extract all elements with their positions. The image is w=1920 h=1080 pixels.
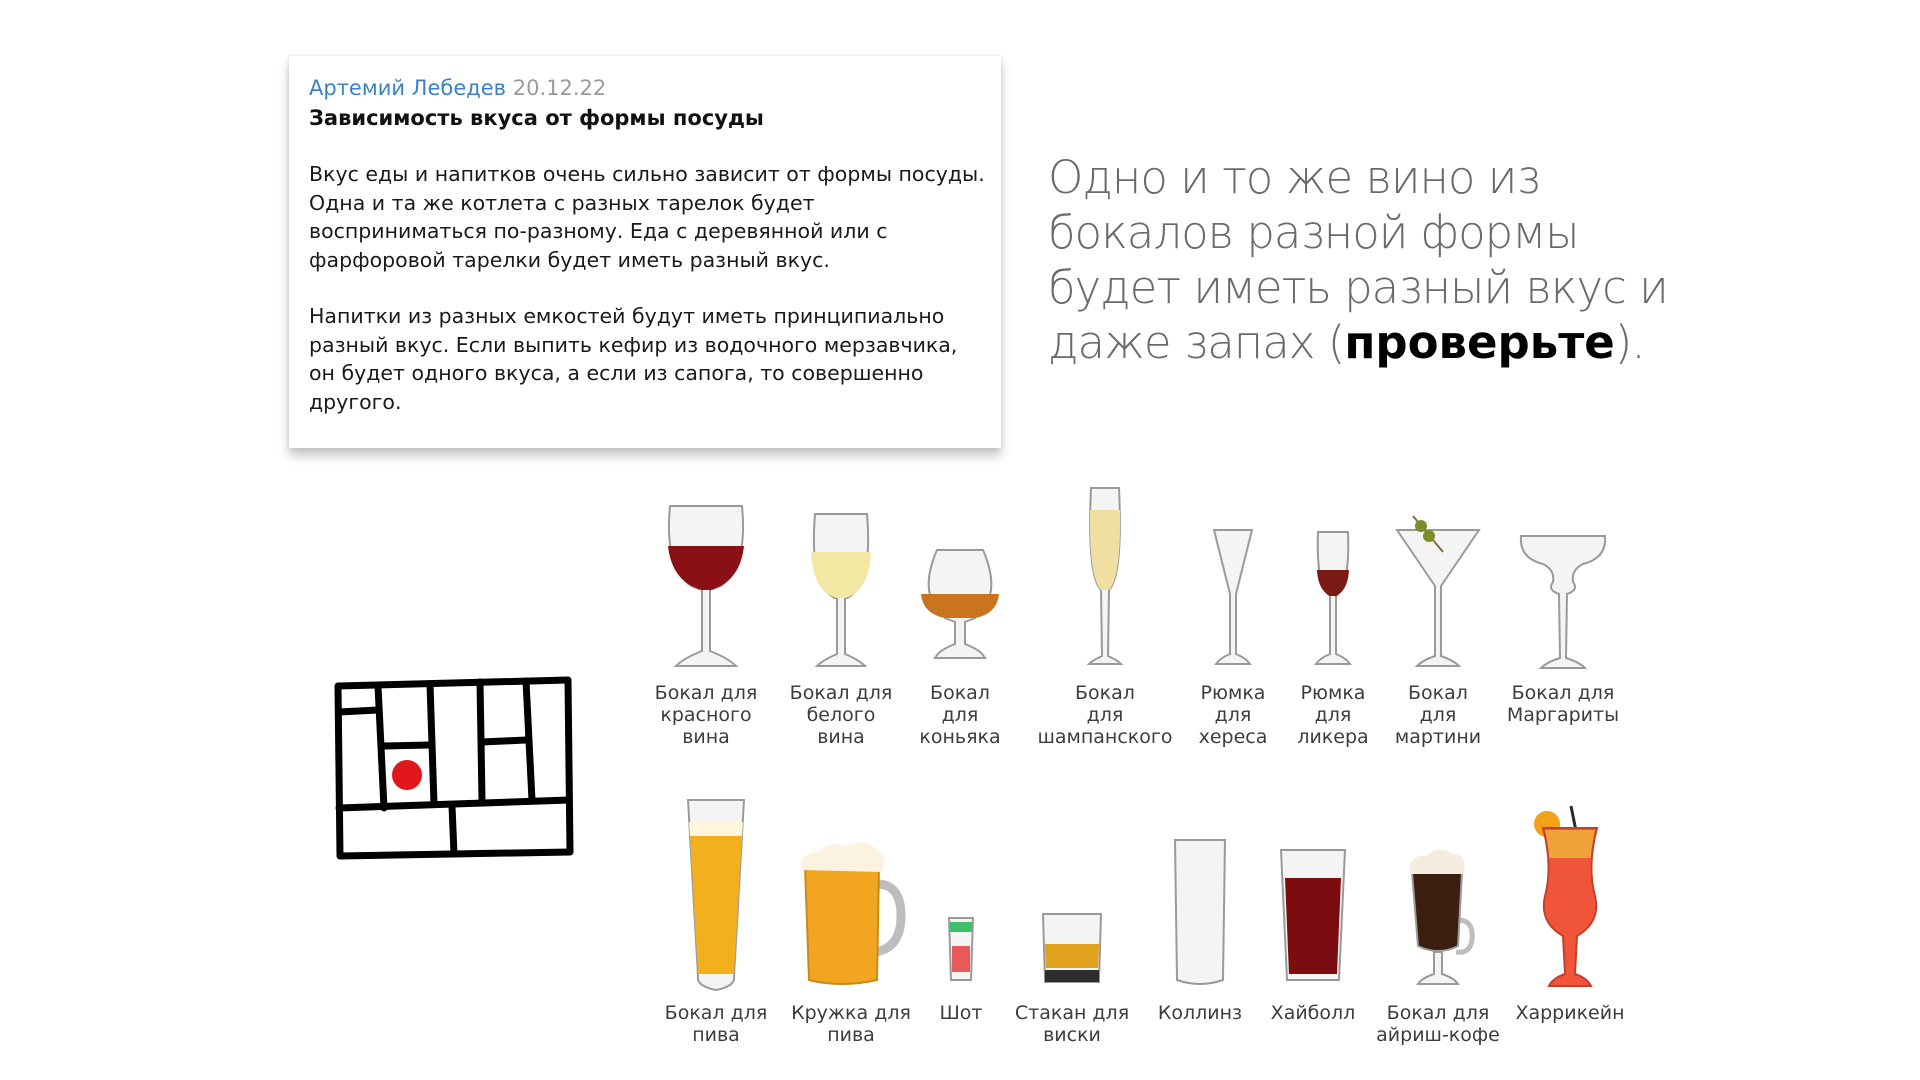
headline-emphasis: проверьте: [1344, 316, 1615, 369]
glass-item-whisky: [1007, 796, 1137, 1046]
headline-tail: ).: [1614, 316, 1645, 369]
cognac-glass-icon: [915, 486, 1005, 676]
glass-item-hurricane: [1510, 796, 1630, 1024]
glass-label: Рюмка для ликера: [1297, 682, 1369, 748]
glass-item-shot: [926, 796, 996, 1024]
glass-label: Бокал для шампанского: [1037, 682, 1173, 748]
glass-label: Харрикейн: [1515, 1002, 1625, 1024]
beer-mug-icon: [791, 796, 911, 996]
glass-label: Хайболл: [1270, 1002, 1356, 1024]
post-meta: [309, 74, 981, 102]
margarita-glass-icon: [1513, 486, 1613, 676]
shot-glass-icon: [941, 796, 981, 996]
champagne-glass-icon: [1075, 486, 1135, 676]
glass-item-red-wine: [646, 486, 766, 748]
collins-glass-icon: [1165, 796, 1235, 996]
glass-item-beer: [656, 796, 776, 1046]
glass-item-cognac: [905, 486, 1015, 748]
glass-item-margarita: [1501, 486, 1625, 726]
headline-text: Одно и то же вино из бокалов разной формы будет иметь разный вкус и даже запах (: [1048, 151, 1668, 369]
irish-coffee-glass-icon: [1398, 796, 1478, 996]
red-wine-glass-icon: [656, 486, 756, 676]
post-paragraph-2: Напитки из разных емкостей будут иметь принципиально разный вкус. Если выпить кефир из водочного мерзавчика, он будет одного вкуса, а если из сапога, то совершенно другого.: [309, 304, 958, 414]
glass-item-liqueur: [1283, 486, 1383, 748]
post-paragraph-1: Вкус еды и напитков очень сильно зависит от формы посуды. Одна и та же котлета с разных тарелок будет восприниматься по-разному. Еда с деревянной или с фарфоровой тарелки будет иметь разный вкус.: [309, 162, 985, 272]
post-card: [289, 56, 1001, 448]
glass-label: Бокал для белого вина: [789, 682, 893, 748]
whisky-glass-icon: [1037, 796, 1107, 996]
glass-item-sherry: [1183, 486, 1283, 748]
white-wine-glass-icon: [801, 486, 881, 676]
glass-label: Коллинз: [1157, 1002, 1243, 1024]
martini-glass-icon: [1393, 486, 1483, 676]
glass-label: Бокал для Маргариты: [1506, 682, 1620, 726]
glass-item-irish-coffee: [1368, 796, 1508, 1046]
highball-glass-icon: [1273, 796, 1353, 996]
glass-label: Бокал для коньяка: [919, 682, 1001, 748]
glass-item-champagne: [1030, 486, 1180, 748]
post-author[interactable]: Артемий Лебедев: [309, 76, 507, 100]
glass-label: Бокал для пива: [664, 1002, 768, 1046]
glass-item-martini: [1383, 486, 1493, 748]
glass-label: Бокал для айриш-кофе: [1376, 1002, 1500, 1046]
studio-logo-icon: [334, 672, 576, 862]
glass-label: Бокал для мартини: [1394, 682, 1482, 748]
glass-label: Бокал для красного вина: [654, 682, 758, 748]
beer-glass-icon: [676, 796, 756, 996]
glass-item-highball: [1258, 796, 1368, 1024]
glass-label: Рюмка для хереса: [1198, 682, 1268, 748]
post-title: Зависимость вкуса от формы посуды: [309, 106, 764, 130]
glass-label: Кружка для пива: [791, 1002, 911, 1046]
hurricane-glass-icon: [1525, 796, 1615, 996]
post-date: 20.12.22: [512, 76, 607, 100]
glass-label: Шот: [939, 1002, 983, 1024]
liqueur-glass-icon: [1308, 486, 1358, 676]
headline: [1048, 150, 1668, 370]
glass-item-white-wine: [781, 486, 901, 748]
sherry-glass-icon: [1208, 486, 1258, 676]
logo-dot: [392, 760, 422, 790]
glass-item-collins: [1150, 796, 1250, 1024]
glass-label: Стакан для виски: [1014, 1002, 1130, 1046]
glass-item-beer-mug: [786, 796, 916, 1046]
